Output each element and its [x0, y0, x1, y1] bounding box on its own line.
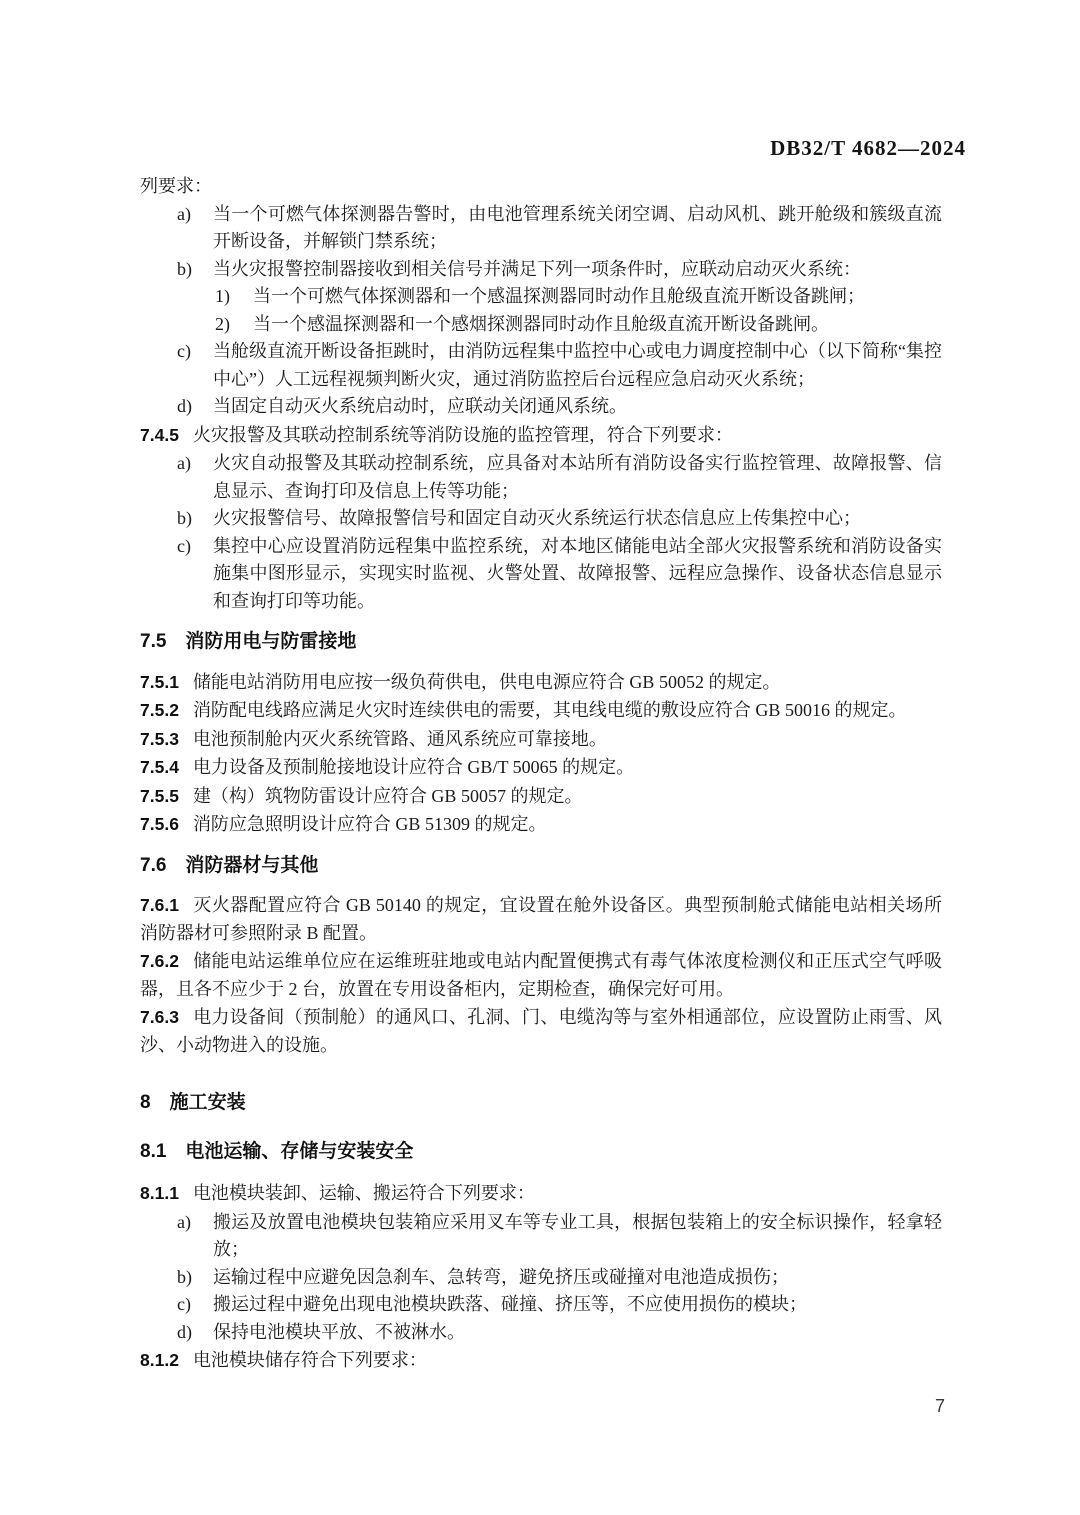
- clause-text: 电池模块储存符合下列要求：: [192, 1350, 427, 1370]
- clause-number: 7.5.4: [140, 757, 179, 777]
- list-item-a: [140, 201, 942, 256]
- page-number: 7: [934, 1396, 945, 1416]
- list-text: 当火灾报警控制器接收到相关信号并满足下列一项条件时，应联动启动灭火系统：: [213, 258, 861, 279]
- clause-text: 消防应急照明设计应符合 GB 51309 的规定。: [192, 814, 547, 834]
- heading-number: 7.5: [140, 631, 167, 652]
- list-item-c: [140, 1291, 942, 1319]
- clause-number: 7.5.6: [140, 814, 179, 834]
- clause-7-5-3: [140, 726, 942, 754]
- list-marker: b): [177, 258, 192, 279]
- list-text: 搬运过程中避免出现电池模块跌落、碰撞、挤压等，不应使用损伤的模块；: [213, 1294, 807, 1314]
- section-heading-8-1: [140, 1138, 942, 1166]
- clause-text: 灭火器配置应符合 GB 50140 的规定，宜设置在舱外设备区。典型预制舱式储能电站相关场所消防器材可参照附录 B 配置。: [140, 895, 942, 943]
- list-marker: c): [177, 341, 191, 361]
- list-text: 搬运及放置电池模块包装箱应采用叉车等专业工具，根据包装箱上的安全标识操作，轻拿轻放；: [213, 1211, 942, 1259]
- heading-text: 施工安装: [169, 1092, 246, 1113]
- list-item-d: [140, 393, 942, 421]
- clause-number: 7.6.1: [140, 895, 179, 915]
- clause-number: 7.6.3: [140, 1007, 179, 1027]
- list-item-b: [140, 256, 942, 284]
- heading-number: 7.6: [140, 854, 167, 876]
- clause-text: 火灾报警及其联动控制系统等消防设施的监控管理，符合下列要求：: [192, 424, 733, 445]
- list-item-b: [140, 1264, 942, 1292]
- document-body: [140, 173, 942, 1376]
- clause-7-6-2: [140, 948, 942, 1003]
- clause-7-6-3: [140, 1004, 942, 1059]
- list-text: 当固定自动灭火系统启动时，应联动关闭通风系统。: [213, 396, 627, 416]
- clause-number: 7.5.1: [140, 671, 179, 692]
- chapter-heading-8: [140, 1089, 942, 1117]
- clause-text: 电力设备及预制舱接地设计应符合 GB/T 50065 的规定。: [192, 757, 635, 777]
- list-marker: 2): [215, 313, 230, 334]
- list-marker: c): [177, 535, 191, 556]
- clause-8-1-2: [140, 1347, 942, 1375]
- clause-text: 建（构）筑物防雷设计应符合 GB 50057 的规定。: [192, 785, 583, 806]
- list-text: 当舱级直流开断设备拒跳时，由消防远程集中监控中心或电力调度控制中心（以下简称“集控中心”）人工远程视频判断火灾，通过消防监控后台远程应急启动灭火系统；: [213, 341, 942, 389]
- list-marker: c): [177, 1294, 191, 1314]
- list-item-a: [140, 1209, 942, 1264]
- heading-text: 电池运输、存储与安装安全: [185, 1140, 414, 1162]
- clause-text: 消防配电线路应满足火灾时连续供电的需要，其电线电缆的敷设应符合 GB 50016 的规定。: [192, 700, 907, 720]
- list-text: 火灾自动报警及其联动控制系统，应具备对本站所有消防设备实行监控管理、故障报警、信息显示、查询打印及信息上传等功能；: [213, 453, 942, 501]
- paragraph-continuation: 列要求：: [140, 176, 212, 196]
- list-marker: d): [177, 1321, 192, 1342]
- list-marker: 1): [215, 286, 230, 306]
- sublist-item-2: [140, 311, 942, 339]
- clause-number: 7.5.5: [140, 785, 179, 806]
- clause-text: 电力设备间（预制舱）的通风口、孔洞、门、电缆沟等与室外相通部位，应设置防止雨雪、风沙、小动物进入的设施。: [140, 1007, 942, 1055]
- list-item-c: [140, 338, 942, 393]
- list-item-c: [140, 533, 942, 616]
- list-item-d: [140, 1319, 942, 1347]
- clause-number: 8.1.2: [140, 1350, 179, 1370]
- clause-7-5-6: [140, 811, 942, 839]
- clause-number: 8.1.1: [140, 1183, 179, 1203]
- heading-number: 8.1: [140, 1140, 167, 1162]
- list-marker: d): [177, 396, 192, 416]
- clause-number: 7.5.3: [140, 728, 179, 749]
- list-text: 集控中心应设置消防远程集中监控系统，对本地区储能电站全部火灾报警系统和消防设备实施集中图形显示，实现实时监视、火警处置、故障报警、远程应急操作、设备状态信息显示和查询打印等功能。: [213, 535, 942, 611]
- clause-7-5-2: [140, 697, 942, 725]
- clause-number: 7.5.2: [140, 700, 179, 720]
- sublist-item-1: [140, 283, 942, 311]
- section-heading-7-6: [140, 852, 942, 880]
- heading-number: 8: [140, 1092, 151, 1113]
- list-item-a: [140, 450, 942, 505]
- clause-text: 储能电站消防用电应按一级负荷供电，供电电源应符合 GB 50052 的规定。: [192, 671, 781, 692]
- list-marker: b): [177, 508, 192, 528]
- list-item-b: [140, 505, 942, 533]
- clause-number: 7.6.2: [140, 951, 179, 971]
- list-text: 运输过程中应避免因急刹车、急转弯，避免挤压或碰撞对电池造成损伤；: [213, 1266, 789, 1287]
- list-text: 保持电池模块平放、不被淋水。: [213, 1321, 465, 1342]
- clause-number: 7.4.5: [140, 424, 179, 445]
- list-text: 当一个感温探测器和一个感烟探测器同时动作且舱级直流开断设备跳闸。: [253, 313, 829, 334]
- clause-7-5-4: [140, 754, 942, 782]
- heading-text: 消防用电与防雷接地: [185, 631, 357, 652]
- list-marker: a): [177, 1211, 191, 1232]
- clause-text: 电池模块装卸、运输、搬运符合下列要求：: [192, 1183, 535, 1203]
- clause-7-6-1: [140, 892, 942, 947]
- list-marker: a): [177, 203, 191, 224]
- clause-text: 电池预制舱内灭火系统管路、通风系统应可靠接地。: [192, 728, 607, 749]
- clause-8-1-1: [140, 1180, 942, 1208]
- list-marker: a): [177, 453, 191, 473]
- list-marker: b): [177, 1266, 192, 1287]
- clause-7-4-5: [140, 422, 942, 450]
- clause-7-5-5: [140, 783, 942, 811]
- clause-text: 储能电站运维单位应在运维班驻地或电站内配置便携式有毒气体浓度检测仪和正压式空气呼吸器，且各不应少于 2 台，放置在专用设备柜内，定期检查，确保完好可用。: [140, 951, 942, 999]
- list-text: 当一个可燃气体探测器和一个感温探测器同时动作且舱级直流开断设备跳闸；: [253, 286, 865, 306]
- list-text: 火灾报警信号、故障报警信号和固定自动灭火系统运行状态信息应上传集控中心；: [213, 508, 861, 528]
- clause-7-5-1: [140, 669, 942, 697]
- list-text: 当一个可燃气体探测器告警时，由电池管理系统关闭空调、启动风机、跳开舱级和簇级直流开断设备，并解锁门禁系统；: [213, 203, 942, 251]
- section-heading-7-5: [140, 628, 942, 656]
- doc-code-header: DB32/T 4682—2024: [770, 136, 966, 160]
- heading-text: 消防器材与其他: [185, 854, 319, 876]
